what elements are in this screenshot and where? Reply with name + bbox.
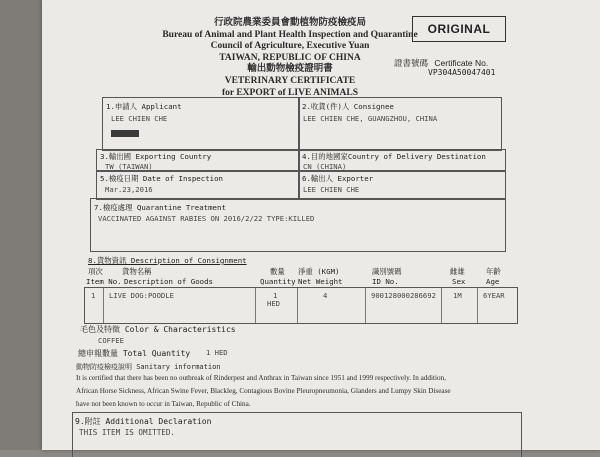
inspection-date-box — [96, 170, 300, 200]
sanitary-text-2: African Horse Sickness, African Swine Fever, Blackleg, Contagious Bovine Pleuropneumonia, Glanders and Lumpy Skin Disease — [76, 387, 451, 395]
inspection-date-label: 5.檢疫日期 Date of Inspection — [100, 174, 224, 183]
applicant-label: 1.申請人 Applicant — [106, 102, 182, 111]
row-item: 1 — [91, 291, 96, 300]
council-name: Council of Agriculture, Executive Yuan — [210, 41, 370, 52]
header-item-en: Item No. — [86, 277, 122, 286]
quarantine-box — [90, 198, 506, 252]
export-country-label: 3.輸出國 Exporting Country — [100, 152, 212, 161]
consignment-label: 8.貨物資訊 Description of Consignment — [88, 256, 247, 265]
consignee-value: LEE CHIEN CHE, GUANGZHOU, CHINA — [303, 114, 438, 123]
header-item-zh: 項次 — [88, 267, 103, 276]
header-id-zh: 識別號碼 — [372, 267, 402, 276]
redacted-mark — [111, 124, 299, 142]
inspection-date-value: Mar.23,2016 — [105, 185, 153, 194]
sanitary-label: 動物防疫檢疫說明 Sanitary information — [76, 363, 221, 371]
row-age: 6YEAR — [483, 291, 505, 300]
exporter-box — [298, 170, 506, 200]
export-country-value: TW (TAIWAN) — [105, 162, 153, 171]
header-goods-en: Description of Goods — [124, 277, 213, 286]
destination-box — [298, 149, 506, 172]
header-sex-en: Sex — [452, 277, 466, 286]
header-qty-en: Quantity — [260, 277, 296, 286]
consignee-box — [298, 97, 502, 151]
destination-value: CN (CHINA) — [303, 162, 347, 171]
applicant-box — [102, 97, 300, 151]
col-divider — [297, 288, 298, 323]
additional-label: 9.附註 Additional Declaration — [75, 417, 212, 426]
export-country-box — [96, 149, 300, 172]
background-wall — [0, 0, 42, 450]
country-name: TAIWAN, REPUBLIC OF CHINA — [219, 52, 361, 63]
sanitary-text-1: It is certified that there has been no outbreak of Rinderpest and Anthrax in Taiwan since 1951 and 1999 respectively. In addition, — [76, 374, 446, 382]
quarantine-value: VACCINATED AGAINST RABIES ON 2016/2/22 TYPE:KILLED — [98, 214, 315, 223]
original-stamp: ORIGINAL — [412, 16, 506, 42]
sanitary-text-3: have not been known to occur in Taiwan, Republic of China. — [76, 400, 251, 408]
row-qty: 1 — [273, 291, 278, 300]
col-divider — [103, 288, 104, 323]
header-age-en: Age — [486, 277, 500, 286]
row-qty-unit: HED — [267, 299, 280, 308]
header-age-zh: 年齡 — [486, 267, 501, 276]
header-id-en: ID No. — [372, 277, 399, 286]
bureau-name-en: Bureau of Animal and Plant Health Inspection and Quarantine — [162, 29, 418, 40]
col-divider — [477, 288, 478, 323]
title-en: VETERINARY CERTIFICATE — [224, 75, 356, 86]
row-sex: 1M — [453, 291, 462, 300]
row-goods: LIVE DOG:POODLE — [109, 291, 174, 300]
exporter-label: 6.輸出人 Exporter — [302, 174, 374, 183]
bureau-name-zh: 行政院農業委員會動植物防疫檢疫局 — [213, 18, 366, 28]
additional-value: THIS ITEM IS OMITTED. — [79, 428, 176, 437]
col-divider — [441, 288, 442, 323]
header-sex-zh: 雌雄 — [450, 267, 465, 276]
consignee-label: 2.收貨(件)人 Consignee — [302, 102, 394, 111]
goods-table — [84, 287, 518, 324]
color-value: COFFEE — [98, 336, 124, 345]
row-id: 900128000286692 — [371, 291, 436, 300]
header-weight-zh: 淨重 (KGM) — [298, 267, 340, 276]
color-label: 毛色及特徵 Color & Characteristics — [80, 325, 236, 334]
certificate-number: VP304A50047401 — [428, 68, 496, 77]
title-zh: 輸出動物檢疫證明書 — [247, 64, 333, 75]
header-weight-en: Net Weight — [298, 277, 343, 286]
applicant-value: LEE CHIEN CHE — [111, 114, 168, 123]
quarantine-label: 7.檢疫處理 Quarantine Treatment — [94, 203, 226, 212]
total-quantity-value: 1 HED — [206, 348, 228, 357]
additional-declaration-box — [72, 412, 522, 457]
cert-label-zh: 證書號碼 — [394, 58, 429, 68]
header-qty-zh: 數量 — [270, 267, 285, 276]
col-divider — [255, 288, 256, 323]
subtitle-en: for EXPORT of LIVE ANIMALS — [221, 87, 359, 98]
col-divider — [365, 288, 366, 323]
cert-label-en: Certificate No. — [434, 58, 489, 68]
destination-label: 4.目的地國家Country of Delivery Destination — [302, 152, 486, 161]
row-weight: 4 — [323, 291, 328, 300]
total-quantity-label: 總申報數量 Total Quantity — [78, 349, 191, 358]
exporter-value: LEE CHIEN CHE — [303, 185, 360, 194]
header-goods-zh: 貨物名稱 — [122, 267, 152, 276]
